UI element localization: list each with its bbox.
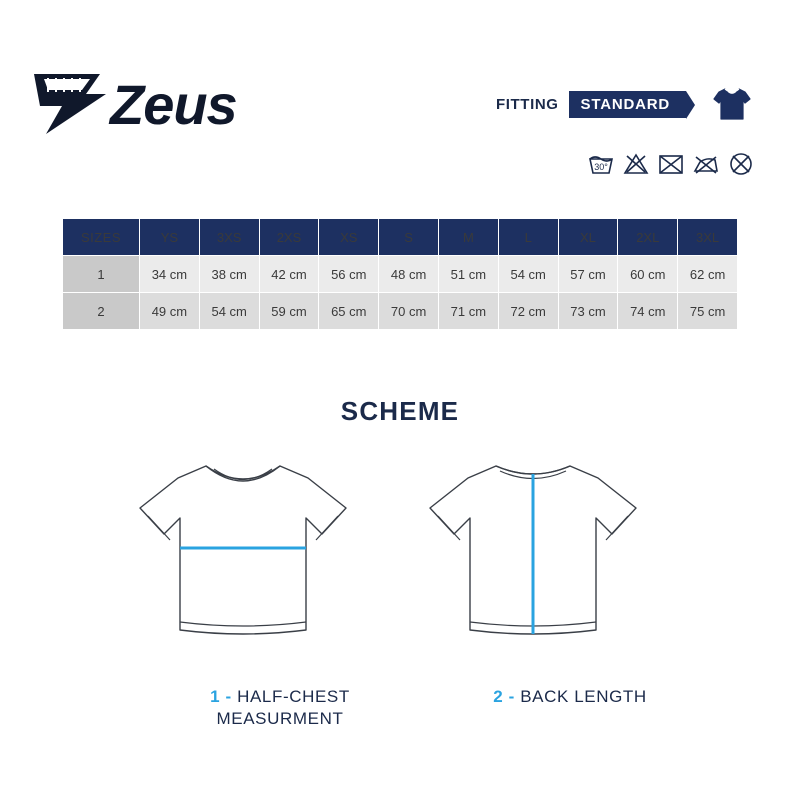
do-not-bleach-icon bbox=[623, 152, 649, 176]
navy-tshirt-icon bbox=[712, 86, 752, 122]
header bbox=[0, 58, 800, 148]
caption-back-length bbox=[430, 686, 710, 708]
column-header-ys: YS bbox=[140, 219, 200, 256]
caption-number-2: 2 - bbox=[493, 687, 515, 706]
column-header-s: S bbox=[379, 219, 439, 256]
table-corner-label: SIZES bbox=[63, 219, 140, 256]
column-header-2xs: 2XS bbox=[259, 219, 319, 256]
table-header-row bbox=[63, 219, 738, 256]
caption-number-1: 1 - bbox=[210, 687, 232, 706]
cell-2-l: 72 cm bbox=[498, 293, 558, 330]
cell-2-2xl: 74 cm bbox=[618, 293, 678, 330]
column-header-2xl: 2XL bbox=[618, 219, 678, 256]
cell-1-2xs: 42 cm bbox=[259, 256, 319, 293]
cell-2-ys: 49 cm bbox=[140, 293, 200, 330]
row-label-1: 1 bbox=[63, 256, 140, 293]
cell-2-2xs: 59 cm bbox=[259, 293, 319, 330]
cell-2-s: 70 cm bbox=[379, 293, 439, 330]
size-table-wrapper bbox=[62, 218, 738, 330]
cell-1-2xl: 60 cm bbox=[618, 256, 678, 293]
cell-1-ys: 34 cm bbox=[140, 256, 200, 293]
column-header-m: M bbox=[438, 219, 498, 256]
fitting-badge: STANDARD bbox=[569, 91, 686, 118]
column-header-xl: XL bbox=[558, 219, 618, 256]
cell-1-l: 54 cm bbox=[498, 256, 558, 293]
cell-1-s: 48 cm bbox=[379, 256, 439, 293]
column-header-3xs: 3XS bbox=[199, 219, 259, 256]
wash-30-degrees-icon bbox=[588, 152, 614, 176]
do-not-dry-clean-icon bbox=[728, 152, 754, 176]
row-label-2: 2 bbox=[63, 293, 140, 330]
cell-2-3xs: 54 cm bbox=[199, 293, 259, 330]
cell-2-3xl: 75 cm bbox=[678, 293, 738, 330]
cell-2-xs: 65 cm bbox=[319, 293, 379, 330]
zeus-lightning-logo bbox=[28, 68, 308, 140]
column-header-xs: XS bbox=[319, 219, 379, 256]
tshirt-back-outline bbox=[408, 452, 658, 652]
tshirt-front-outline bbox=[118, 452, 368, 652]
cell-1-xs: 56 cm bbox=[319, 256, 379, 293]
svg-text:Zeus: Zeus bbox=[110, 73, 237, 136]
scheme-captions bbox=[0, 686, 800, 746]
care-instruction-icons bbox=[588, 152, 754, 176]
caption-text-1: HALF-CHEST MEASURMENT bbox=[216, 687, 350, 728]
column-header-l: L bbox=[498, 219, 558, 256]
cell-2-m: 71 cm bbox=[438, 293, 498, 330]
cell-2-xl: 73 cm bbox=[558, 293, 618, 330]
scheme-diagrams bbox=[0, 452, 800, 662]
caption-half-chest bbox=[150, 686, 410, 730]
do-not-iron-icon bbox=[693, 152, 719, 176]
fitting-label: FITTING bbox=[496, 95, 559, 113]
cell-1-3xs: 38 cm bbox=[199, 256, 259, 293]
table-row bbox=[63, 256, 738, 293]
scheme-title: SCHEME bbox=[340, 396, 460, 426]
caption-text-2: BACK LENGTH bbox=[520, 687, 647, 706]
svg-text:30°: 30° bbox=[594, 162, 608, 172]
cell-1-xl: 57 cm bbox=[558, 256, 618, 293]
do-not-tumble-dry-icon bbox=[658, 152, 684, 176]
size-table bbox=[62, 218, 738, 330]
fitting-block bbox=[496, 86, 752, 122]
column-header-3xl: 3XL bbox=[678, 219, 738, 256]
cell-1-m: 51 cm bbox=[438, 256, 498, 293]
table-row bbox=[63, 293, 738, 330]
cell-1-3xl: 62 cm bbox=[678, 256, 738, 293]
